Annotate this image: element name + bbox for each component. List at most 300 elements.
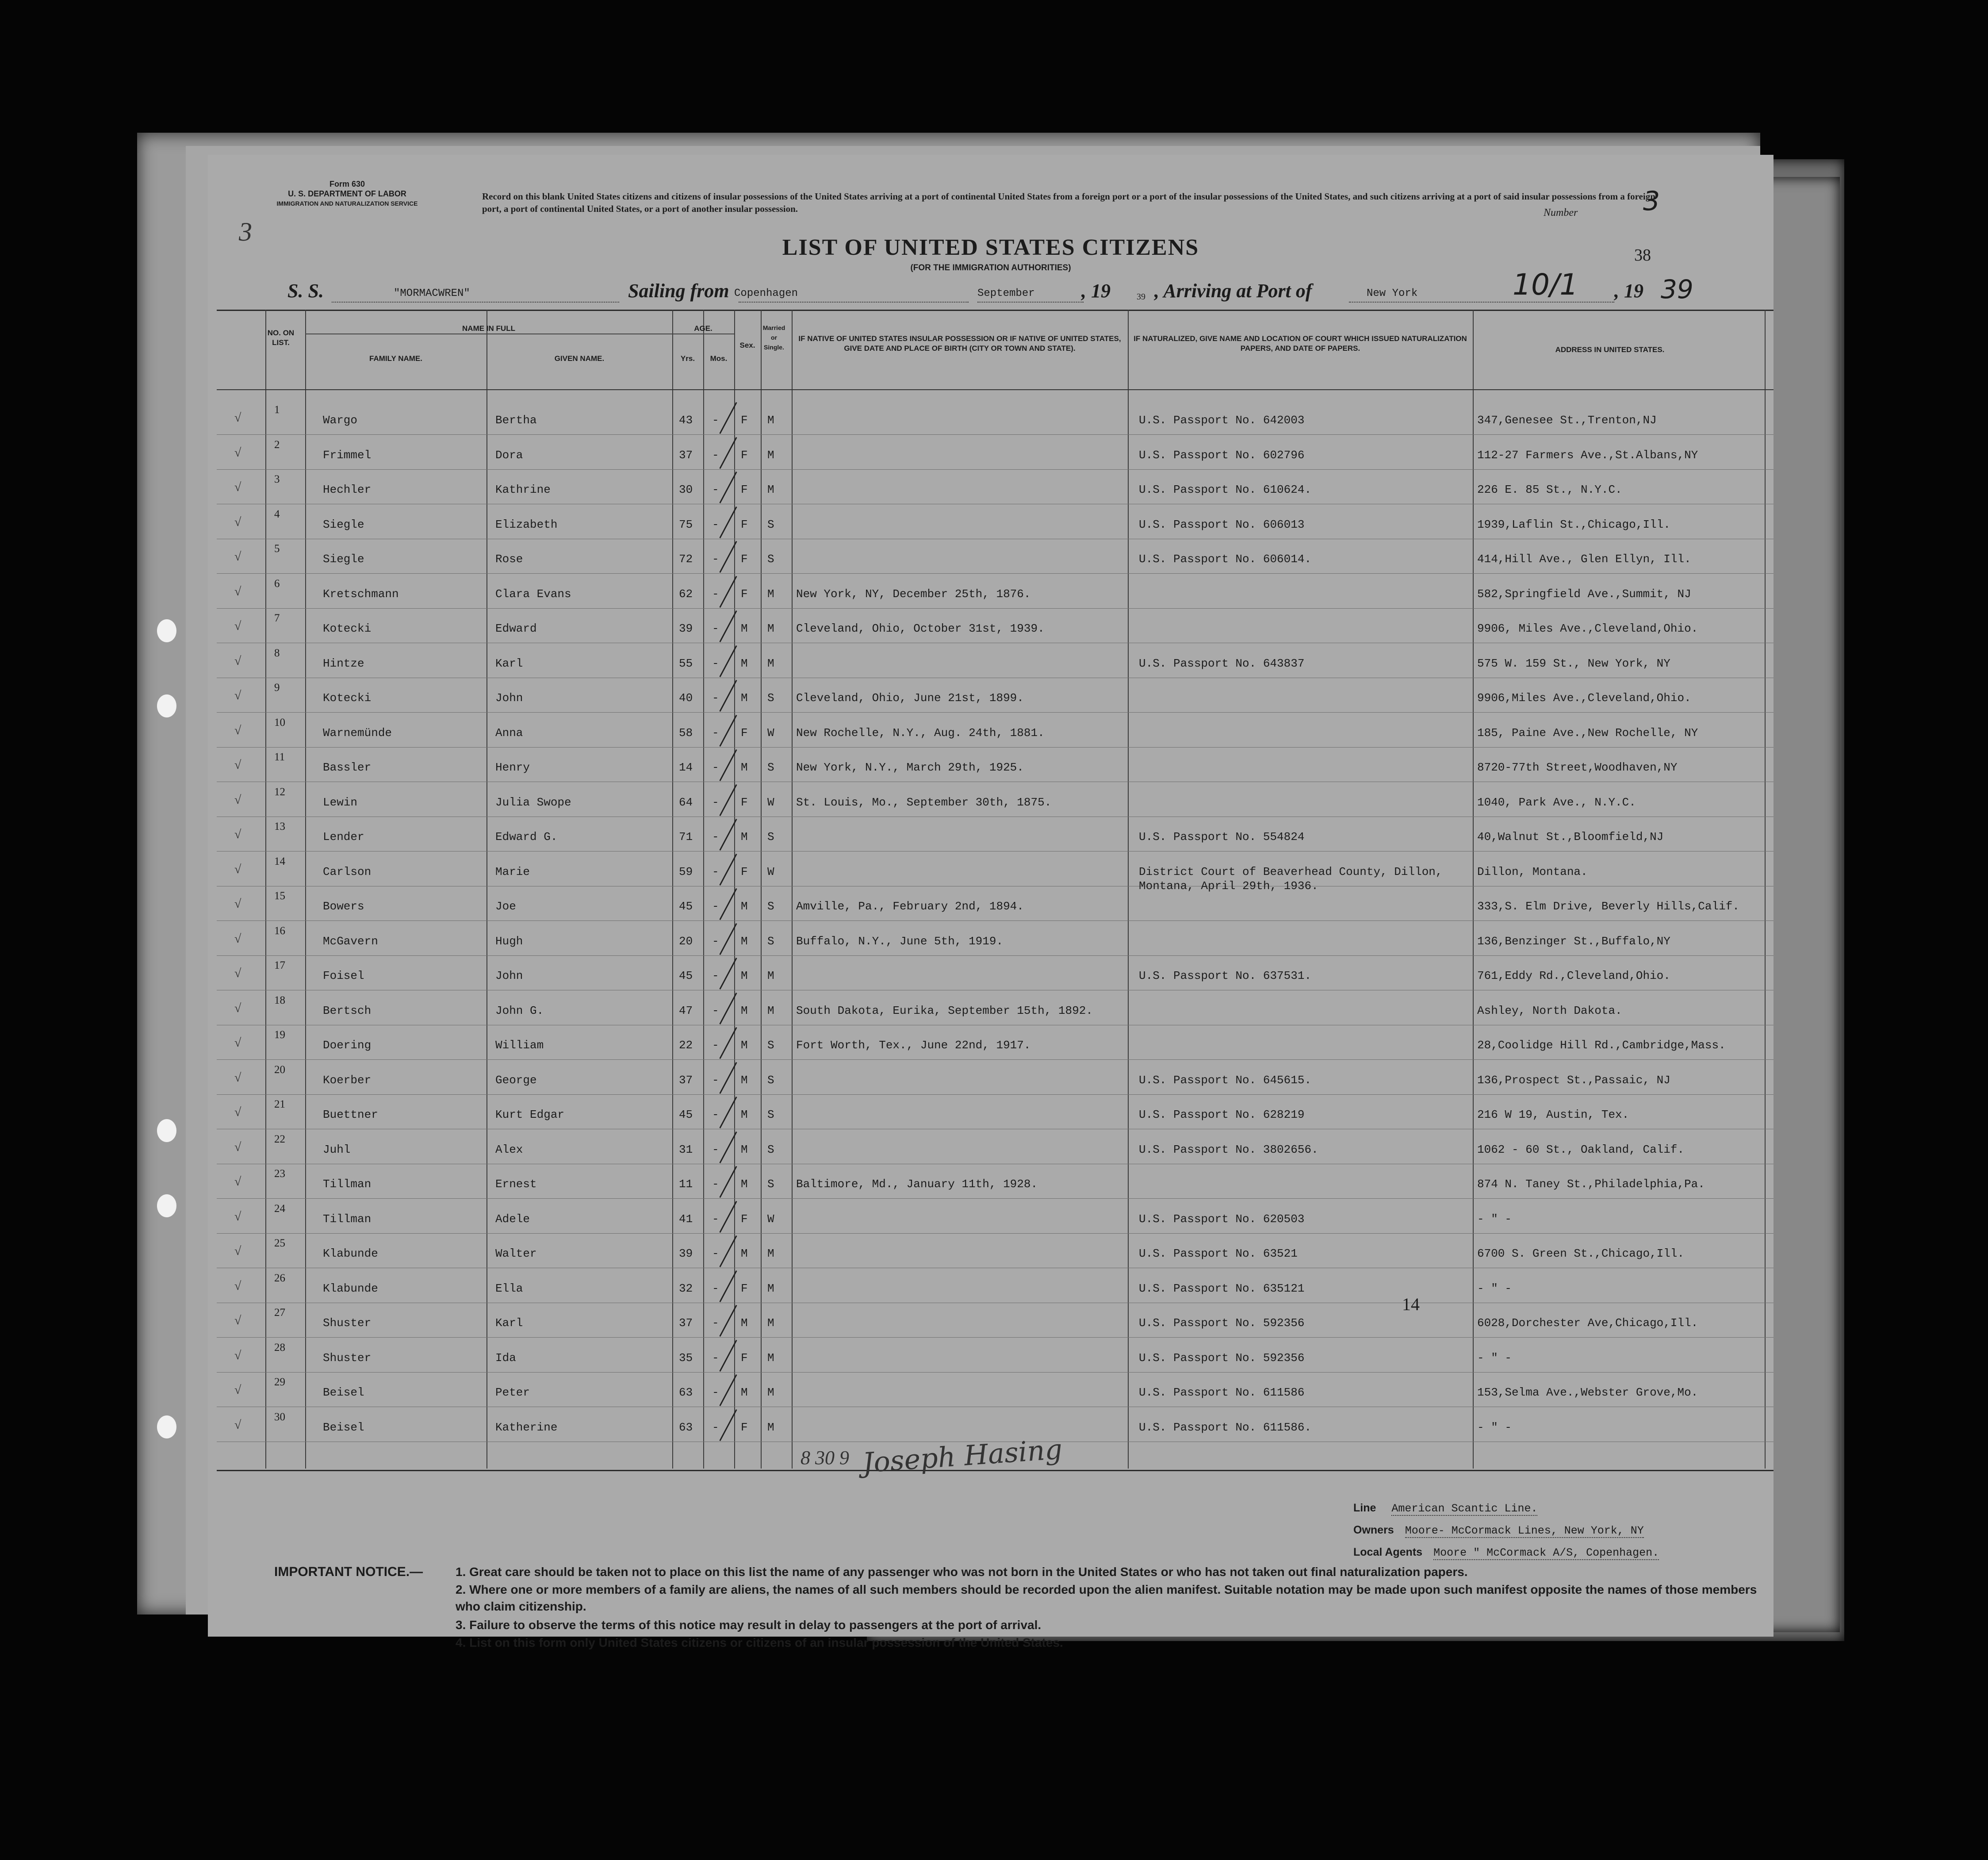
notice-item-2: 2. Where one or more members of a family are aliens, the names of all such members should be recorded upon the alien manifest. Suitable notation may be made upon such manifest opposite the names of those members who claim citizenship. [456,1583,1757,1613]
check-mark-icon: √ [234,1314,241,1327]
naturalization: U.S. Passport No. 620503 [1139,1212,1305,1226]
column-rule [703,310,704,1469]
header-sex: Sex. [739,341,755,349]
us-address: 761,Eddy Rd.,Cleveland,Ohio. [1477,969,1670,982]
given-name: Ernest [495,1177,537,1191]
marital-status: M [767,1316,774,1330]
age-months: - [712,1351,719,1365]
row-number: 24 [274,1202,285,1215]
naturalization: U.S. Passport No. 628219 [1139,1108,1305,1121]
row-number: 23 [274,1168,285,1180]
sailing-label: Sailing from [628,280,729,302]
check-mark-icon: √ [234,758,241,772]
family-name: Lewin [323,795,358,809]
agents-row [1353,1546,1659,1559]
sex: F [741,414,748,427]
family-name: Hintze [323,656,364,670]
age-months: - [712,483,719,496]
family-name: Juhl [323,1143,351,1156]
family-name: Shuster [323,1316,372,1330]
family-name: Warnemünde [323,726,392,740]
notice-label: IMPORTANT NOTICE.— [274,1565,423,1579]
given-name: Joe [495,900,516,913]
row-rule [217,955,1773,956]
given-name: Bertha [495,414,537,427]
sex: F [741,518,748,531]
row-number: 19 [274,1029,285,1041]
arrival-year-prefix: , 19 [1614,280,1643,302]
row-number: 10 [274,716,285,729]
header-family-name: FAMILY NAME. [369,354,422,363]
naturalization-line-2: Montana, April 29th, 1936. [1139,879,1318,893]
sex: M [741,934,748,948]
given-name: John [495,969,523,982]
age-months: - [712,1039,719,1052]
us-address: 112-27 Farmers Ave.,St.Albans,NY [1477,448,1698,462]
family-name: Beisel [323,1386,364,1399]
from-underline [739,302,969,303]
age-months: - [712,414,719,427]
age-months: - [712,622,719,635]
sex: M [741,656,748,670]
given-name: Elizabeth [495,518,558,531]
check-mark-icon: √ [234,1418,241,1432]
naturalization: U.S. Passport No. 606013 [1139,518,1305,531]
row-rule [217,712,1773,713]
header-birth: IF NATIVE OF UNITED STATES INSULAR POSSESSION OR IF NATIVE OF UNITED STATES, GIVE DATE AND PLACE OF BIRTH (CITY OR TOWN AND STATE). [798,334,1121,353]
birth-place-date: Baltimore, Md., January 11th, 1928. [796,1177,1038,1191]
month-underline [977,302,1084,303]
us-address: 28,Coolidge Hill Rd.,Cambridge,Mass. [1477,1039,1726,1052]
marital-status: S [767,1073,774,1087]
check-mark-icon: √ [234,689,241,702]
check-mark-icon: √ [234,1105,241,1119]
row-number: 8 [274,647,280,659]
row-number: 22 [274,1133,285,1145]
row-rule [217,608,1773,609]
age-years: 58 [679,726,693,740]
us-address: 153,Selma Ave.,Webster Grove,Mo. [1477,1386,1698,1399]
marital-status: M [767,1386,774,1399]
form-identifier [254,179,440,208]
family-name: Kretschmann [323,587,399,601]
row-number: 30 [274,1411,285,1423]
sailing-year: 39 [1137,292,1145,302]
given-name: Katherine [495,1420,558,1434]
ship-underline [332,302,619,303]
marital-status: M [767,656,774,670]
marital-status: W [767,795,774,809]
check-mark-icon: √ [234,1244,241,1258]
given-name: John G. [495,1004,544,1017]
age-months: - [712,1386,719,1399]
age-years: 40 [679,691,693,705]
us-address: 582,Springfield Ave.,Summit, NJ [1477,587,1691,601]
departure-port: Copenhagen [734,288,798,299]
naturalization: U.S. Passport No. 606014. [1139,552,1312,566]
check-mark-icon: √ [234,723,241,737]
sex: M [741,1177,748,1191]
given-name: Marie [495,865,530,878]
check-mark-icon: √ [234,550,241,564]
column-rule [1128,310,1129,1469]
marital-status: M [767,1351,774,1365]
sex: M [741,622,748,635]
header-married-single: Married or Single. [762,324,785,351]
age-years: 47 [679,1004,693,1017]
age-years: 22 [679,1039,693,1052]
age-months: - [712,691,719,705]
row-number: 28 [274,1341,285,1354]
sex: M [741,830,748,844]
column-rule [486,310,487,1469]
arrival-underline [1349,302,1614,303]
binder-hole [157,1415,176,1438]
ss-label: S. S. [287,280,324,302]
notice-item-1: 1. Great care should be taken not to place on this list the name of any passenger who was not born in the United States or who has not taken out final naturalization papers. [456,1565,1468,1579]
us-address: 9906,Miles Ave.,Cleveland,Ohio. [1477,691,1691,705]
given-name: Clara Evans [495,587,571,601]
given-name: John [495,691,523,705]
us-address: - " - [1477,1351,1512,1365]
naturalization: U.S. Passport No. 610624. [1139,483,1312,496]
margin-note: 14 [1402,1294,1420,1314]
row-number: 6 [274,577,280,590]
corner-mark: 3 [239,217,252,246]
us-address: 1062 - 60 St., Oakland, Calif. [1477,1143,1685,1156]
header-name-in-full: NAME IN FULL [305,324,672,334]
birth-place-date: New York, N.Y., March 29th, 1925. [796,761,1024,774]
check-mark-icon: √ [234,1001,241,1015]
marital-status: M [767,969,774,982]
sex: F [741,1420,748,1434]
us-address: 136,Benzinger St.,Buffalo,NY [1477,934,1670,948]
marital-status: S [767,830,774,844]
given-name: Peter [495,1386,530,1399]
given-name: Adele [495,1212,530,1226]
naturalization: U.S. Passport No. 635121 [1139,1281,1305,1295]
row-number: 15 [274,890,285,902]
age-months: - [712,448,719,462]
age-months: - [712,865,719,878]
row-number: 11 [274,751,285,763]
sex: F [741,587,748,601]
column-rule [792,310,793,1469]
check-mark-icon: √ [234,1209,241,1223]
check-mark-icon: √ [234,411,241,425]
arrival-date: 10/1 [1513,268,1578,302]
age-months: - [712,656,719,670]
us-address: 333,S. Elm Drive, Beverly Hills,Calif. [1477,900,1739,913]
us-address: - " - [1477,1212,1512,1226]
agents-label: Local Agents [1353,1546,1423,1558]
row-number: 3 [274,473,280,485]
sex: F [741,726,748,740]
row-number: 5 [274,543,280,555]
birth-place-date: South Dakota, Eurika, September 15th, 1892. [796,1004,1093,1017]
form-number: Form 630 [329,180,365,188]
marital-status: M [767,483,774,496]
age-months: - [712,1004,719,1017]
us-address: 1040, Park Ave., N.Y.C. [1477,795,1636,809]
given-name: Dora [495,448,523,462]
sex: M [741,1039,748,1052]
family-name: Bowers [323,900,364,913]
citizen-manifest-form [208,155,1773,1649]
check-mark-icon: √ [234,619,241,633]
family-name: Klabunde [323,1281,378,1295]
row-number: 29 [274,1376,285,1388]
age-months: - [712,1143,719,1156]
age-years: 37 [679,1073,693,1087]
row-number: 27 [274,1307,285,1319]
family-name: Hechler [323,483,372,496]
naturalization: U.S. Passport No. 637531. [1139,969,1312,982]
header-no-on-list: NO. ON LIST. [267,329,295,347]
us-address: 226 E. 85 St., N.Y.C. [1477,483,1622,496]
sex: M [741,1073,748,1087]
naturalization: U.S. Passport No. 592356 [1139,1351,1305,1365]
age-years: 39 [679,1247,693,1260]
notice-item-3: 3. Failure to observe the terms of this notice may result in delay to passengers at the port of arrival. [456,1618,1042,1632]
us-address: Ashley, North Dakota. [1477,1004,1622,1017]
owners-label: Owners [1353,1524,1394,1536]
marital-status: M [767,1281,774,1295]
line-label: Line [1353,1502,1376,1514]
age-months: - [712,795,719,809]
given-name: Karl [495,1316,523,1330]
age-years: 35 [679,1351,693,1365]
age-months: - [712,1177,719,1191]
service-name: IMMIGRATION AND NATURALIZATION SERVICE [276,200,418,207]
arrival-port: New York [1367,288,1418,299]
age-months: - [712,1281,719,1295]
marital-status: M [767,1004,774,1017]
family-name: Kotecki [323,622,372,635]
sailing-month: September [977,288,1035,299]
row-rule [217,573,1773,574]
given-name: Hugh [495,934,523,948]
naturalization: U.S. Passport No. 642003 [1139,414,1305,427]
sex: F [741,795,748,809]
marital-status: S [767,1177,774,1191]
age-years: 30 [679,483,693,496]
age-years: 55 [679,656,693,670]
column-rule [265,310,266,1469]
sex: F [741,552,748,566]
marital-status: M [767,622,774,635]
age-years: 75 [679,518,693,531]
us-address: 1939,Laflin St.,Chicago,Ill. [1477,518,1670,531]
family-name: McGavern [323,934,378,948]
given-name: Anna [495,726,523,740]
line-value: American Scantic Line. [1391,1502,1538,1515]
row-rule [217,1198,1773,1199]
check-mark-icon: √ [234,793,241,807]
marital-status: S [767,900,774,913]
naturalization: U.S. Passport No. 645615. [1139,1073,1312,1087]
us-address: 414,Hill Ave., Glen Ellyn, Ill. [1477,552,1691,566]
row-number: 18 [274,994,285,1006]
column-rule [1765,310,1766,1469]
age-months: - [712,969,719,982]
check-mark-icon: √ [234,862,241,876]
line-row [1353,1502,1537,1515]
us-address: 8720-77th Street,Woodhaven,NY [1477,761,1678,774]
age-years: 37 [679,448,693,462]
page-number: 38 [1634,246,1651,265]
us-address: Dillon, Montana. [1477,865,1588,878]
check-mark-icon: √ [234,828,241,841]
row-rule [217,434,1773,435]
age-years: 43 [679,414,693,427]
marital-status: S [767,1039,774,1052]
form-instructions: Record on this blank United States citizens and citizens of insular possessions of the United States arriving at a port of continental United States from a foreign port or a port of the insular possessions of the United States, and such citizens arriving at a port of said insular possessions from a foreign port, a port of continental United States, or a port of another insular possession. [482,191,1655,214]
age-years: 11 [679,1177,693,1191]
marital-status: M [767,448,774,462]
family-name: Frimmel [323,448,372,462]
marital-status: S [767,1143,774,1156]
check-mark-icon: √ [234,515,241,529]
sex: M [741,969,748,982]
age-months: - [712,1212,719,1226]
marital-status: S [767,518,774,531]
sex: F [741,865,748,878]
us-address: 6028,Dorchester Ave,Chicago,Ill. [1477,1316,1698,1330]
us-address: 185, Paine Ave.,New Rochelle, NY [1477,726,1698,740]
age-years: 63 [679,1386,693,1399]
sex: M [741,761,748,774]
row-number: 14 [274,855,285,867]
list-number: 3 [1643,186,1660,217]
row-rule [217,1059,1773,1060]
family-name: Siegle [323,552,364,566]
age-months: - [712,1316,719,1330]
check-mark-icon: √ [234,1036,241,1050]
marital-status: S [767,1108,774,1121]
naturalization: U.S. Passport No. 643837 [1139,656,1305,670]
sex: F [741,1281,748,1295]
family-name: Carlson [323,865,372,878]
naturalization: U.S. Passport No. 63521 [1139,1247,1298,1260]
given-name: Rose [495,552,523,566]
row-number: 12 [274,786,285,798]
birth-place-date: St. Louis, Mo., September 30th, 1875. [796,795,1052,809]
family-name: Kotecki [323,691,372,705]
us-address: 136,Prospect St.,Passaic, NJ [1477,1073,1670,1087]
sex: F [741,1212,748,1226]
naturalization: U.S. Passport No. 611586 [1139,1386,1305,1399]
age-years: 72 [679,552,693,566]
age-months: - [712,587,719,601]
check-mark-icon: √ [234,584,241,598]
check-mark-icon: √ [234,1279,241,1293]
age-months: - [712,726,719,740]
age-years: 20 [679,934,693,948]
age-months: - [712,518,719,531]
given-name: Ida [495,1351,516,1365]
binder-hole [157,694,176,717]
row-rule [217,469,1773,470]
check-mark-icon: √ [234,1070,241,1085]
family-name: Tillman [323,1177,372,1191]
naturalization: U.S. Passport No. 3802656. [1139,1143,1318,1156]
age-months: - [712,1420,719,1434]
row-number: 21 [274,1098,285,1110]
age-months: - [712,934,719,948]
row-rule [217,1233,1773,1234]
sex: M [741,1004,748,1017]
header-address: ADDRESS IN UNITED STATES. [1555,345,1665,354]
binder-hole [157,1194,176,1217]
row-number: 25 [274,1237,285,1249]
marital-status: S [767,934,774,948]
ship-name: "MORMACWREN" [394,288,470,299]
year-prefix: , 19 [1081,280,1111,302]
marital-status: M [767,1247,774,1260]
arriving-label: , Arriving at Port of [1154,280,1312,302]
given-name: William [495,1039,544,1052]
age-years: 14 [679,761,693,774]
us-address: 216 W 19, Austin, Tex. [1477,1108,1629,1121]
check-mark-icon: √ [234,445,241,460]
sex: M [741,1108,748,1121]
department-name: U. S. DEPARTMENT OF LABOR [288,189,406,198]
age-years: 45 [679,900,693,913]
age-years: 64 [679,795,693,809]
age-months: - [712,830,719,844]
us-address: 9906, Miles Ave.,Cleveland,Ohio. [1477,622,1698,635]
birth-place-date: Buffalo, N.Y., June 5th, 1919. [796,934,1004,948]
row-rule [217,747,1773,748]
row-number: 20 [274,1063,285,1076]
row-number: 26 [274,1272,285,1284]
birth-place-date: Fort Worth, Tex., June 22nd, 1917. [796,1039,1031,1052]
sex: M [741,1386,748,1399]
birth-place-date: Amville, Pa., February 2nd, 1894. [796,900,1024,913]
sex: M [741,900,748,913]
row-number: 4 [274,508,280,520]
given-name: Walter [495,1247,537,1260]
given-name: Henry [495,761,530,774]
marital-status: S [767,552,774,566]
owners-value: Moore- McCormack Lines, New York, NY [1405,1524,1644,1537]
us-address: - " - [1477,1281,1512,1295]
given-name: Karl [495,656,523,670]
us-address: - " - [1477,1420,1512,1434]
family-name: Koerber [323,1073,372,1087]
given-name: Julia Swope [495,795,571,809]
marital-status: M [767,587,774,601]
row-number: 1 [274,404,280,416]
given-name: George [495,1073,537,1087]
check-mark-icon: √ [234,1140,241,1154]
sex: F [741,448,748,462]
check-mark-icon: √ [234,1383,241,1397]
given-name: Edward G. [495,830,558,844]
age-months: - [712,900,719,913]
marital-status: W [767,1212,774,1226]
family-name: Siegle [323,518,364,531]
row-number: 2 [274,438,280,451]
given-name: Kurt Edgar [495,1108,565,1121]
sex: M [741,1143,748,1156]
check-mark-icon: √ [234,966,241,980]
family-name: Beisel [323,1420,364,1434]
header-months: Mos. [710,354,728,363]
row-rule [217,1094,1773,1095]
row-number: 7 [274,612,280,624]
